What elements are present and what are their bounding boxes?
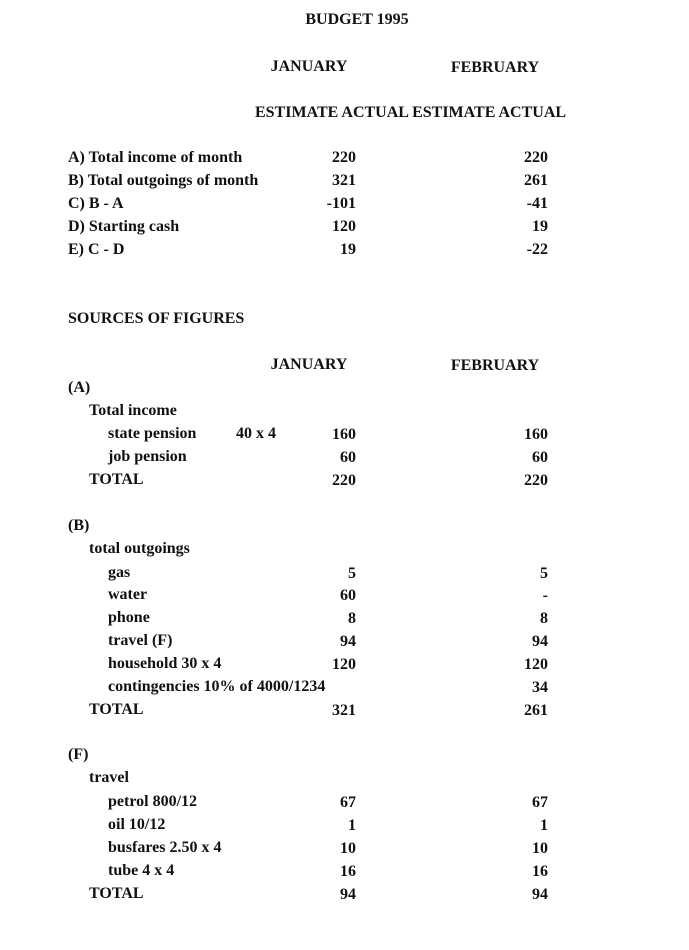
section-f-total-feb: 94: [532, 886, 548, 903]
summary-row-jan: -101: [326, 195, 356, 212]
section-a-row-jan: 60: [340, 449, 356, 466]
section-b-marker: (B): [68, 517, 90, 534]
sources-month-header-february: FEBRUARY: [450, 357, 540, 374]
section-b-row-jan: 60: [340, 587, 356, 604]
section-b-row-feb: 8: [540, 610, 548, 627]
section-f-row-label: tube 4 x 4: [108, 862, 175, 879]
section-b-row-feb: 34: [532, 679, 548, 696]
section-a-row-jan: 160: [332, 426, 356, 443]
section-f-marker: (F): [68, 746, 89, 763]
section-f-row-feb: 1: [540, 817, 548, 834]
section-f-row-label: petrol 800/12: [108, 793, 198, 810]
section-f-total-jan: 94: [340, 886, 356, 903]
section-a-title: Total income: [89, 402, 177, 419]
section-a-total-feb: 220: [524, 472, 548, 489]
section-b-row-label: household 30 x 4: [108, 655, 222, 672]
summary-month-header-february: FEBRUARY: [450, 59, 540, 76]
section-b-row-feb: 94: [532, 633, 548, 650]
summary-row-feb: 261: [524, 172, 548, 189]
summary-row-label: C) B - A: [68, 195, 124, 212]
section-a-total-jan: 220: [332, 472, 356, 489]
section-b-total-label: TOTAL: [89, 701, 144, 718]
sources-heading: SOURCES OF FIGURES: [68, 310, 245, 327]
section-a-row-label: state pension: [108, 425, 197, 442]
section-b-row-label: travel (F): [108, 632, 173, 649]
summary-row-feb: 220: [524, 149, 548, 166]
summary-row-label: A) Total income of month: [68, 149, 243, 166]
section-a-row-note: 40 x 4: [236, 425, 276, 442]
section-f-row-jan: 16: [340, 863, 356, 880]
section-f-row-label: oil 10/12: [108, 816, 166, 833]
section-f-row-jan: 1: [348, 817, 356, 834]
section-b-title: total outgoings: [89, 540, 190, 557]
section-f-row-jan: 67: [340, 794, 356, 811]
summary-row-feb: -22: [526, 241, 548, 258]
summary-row-jan: 19: [340, 241, 356, 258]
section-a-row-label: job pension: [108, 448, 187, 465]
section-b-row-feb: 5: [540, 565, 548, 582]
section-b-row-label: gas: [108, 564, 131, 581]
summary-column-headers: ESTIMATE ACTUAL ESTIMATE ACTUAL: [255, 104, 567, 121]
section-f-title: travel: [89, 769, 129, 786]
summary-row-jan: 220: [332, 149, 356, 166]
section-f-total-label: TOTAL: [89, 885, 144, 902]
summary-row-label: E) C - D: [68, 241, 125, 258]
summary-row-label: D) Starting cash: [68, 218, 180, 235]
section-b-row-label: contingencies 10% of 4000/1234: [108, 678, 326, 695]
section-b-row-feb: 120: [524, 656, 548, 673]
section-b-row-label: phone: [108, 609, 150, 626]
section-b-row-feb: -: [542, 587, 548, 604]
summary-row-feb: 19: [532, 218, 548, 235]
section-b-row-jan: 120: [332, 656, 356, 673]
section-b-row-label: water: [108, 586, 148, 603]
section-b-total-jan: 321: [332, 702, 356, 719]
section-b-row-jan: 94: [340, 633, 356, 650]
section-f-row-jan: 10: [340, 840, 356, 857]
section-a-marker: (A): [68, 379, 91, 396]
page-title: BUDGET 1995: [305, 11, 409, 28]
section-b-row-jan: 5: [348, 565, 356, 582]
section-b-row-jan: 8: [348, 610, 356, 627]
summary-month-header-january: JANUARY: [270, 58, 348, 75]
summary-row-label: B) Total outgoings of month: [68, 172, 259, 189]
section-f-row-feb: 67: [532, 794, 548, 811]
section-f-row-label: busfares 2.50 x 4: [108, 839, 222, 856]
section-a-total-label: TOTAL: [89, 471, 144, 488]
section-f-row-feb: 16: [532, 863, 548, 880]
summary-row-jan: 120: [332, 218, 356, 235]
section-a-row-feb: 60: [532, 449, 548, 466]
section-f-row-feb: 10: [532, 840, 548, 857]
sources-month-header-january: JANUARY: [270, 356, 348, 373]
summary-row-jan: 321: [332, 172, 356, 189]
section-b-total-feb: 261: [524, 702, 548, 719]
summary-row-feb: -41: [526, 195, 548, 212]
section-a-row-feb: 160: [524, 426, 548, 443]
